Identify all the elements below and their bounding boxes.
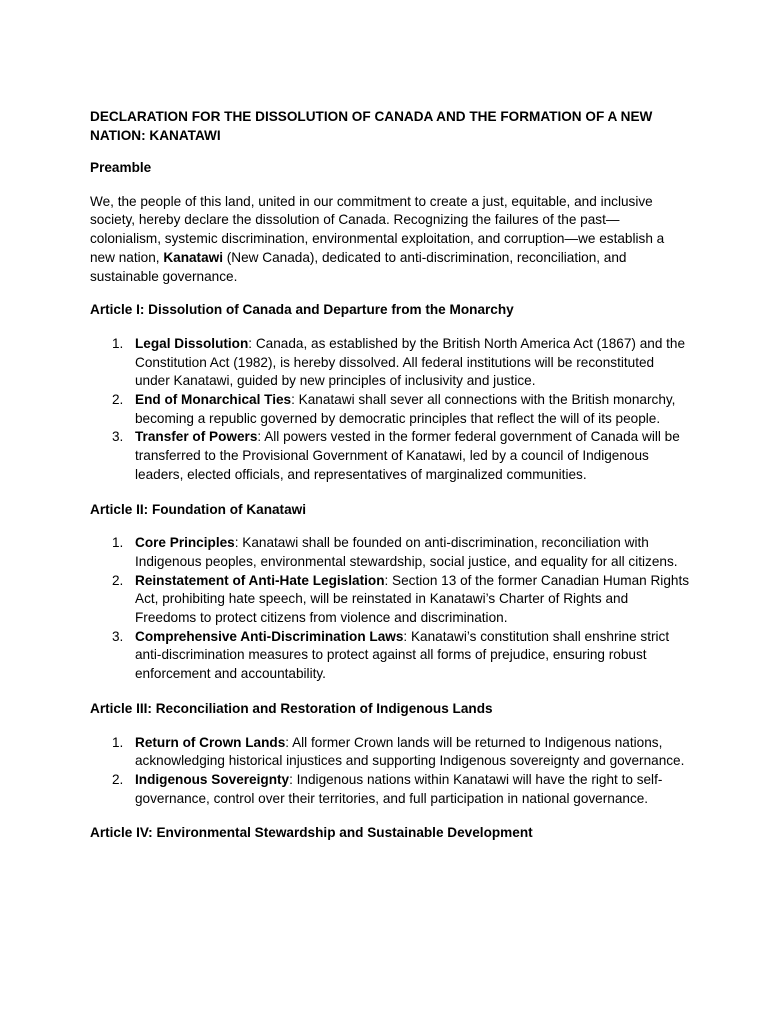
list-item-text: : Canada, as established by the British North America Act (1867) and the Constitution Act (1982), is hereby dissolved. All federal institutions will be reconstituted under Kanatawi, guided by new principles of inclusivity and justice. bbox=[135, 335, 686, 389]
document-title: DECLARATION FOR THE DISSOLUTION OF CANADA AND THE FORMATION OF A NEW NATION: KANATAWI bbox=[90, 109, 653, 143]
article-2-list bbox=[90, 534, 690, 684]
article-2-heading: Article II: Foundation of Kanatawi bbox=[90, 501, 306, 517]
list-item-number: 1. bbox=[112, 335, 124, 351]
list-item-term: Comprehensive Anti-Discrimination Laws bbox=[135, 628, 404, 644]
list-item-number: 2. bbox=[112, 572, 124, 588]
list-item-text: : Kanatawi shall sever all connections with the British monarchy, becoming a republic governed by democratic principles that reflect the will of its people. bbox=[135, 392, 676, 426]
list-item-text: : All powers vested in the former federal government of Canada will be transferred to the Provisional Government of Kanatawi, led by a council of Indigenous leaders, elected officials, and representatives of marginalized communities. bbox=[135, 429, 680, 482]
list-item-text: : Section 13 of the former Canadian Human Rights Act, prohibiting hate speech, will be reinstated in Kanatawi’s Charter of Rights and Freedoms to protect citizens from violence and discrimination. bbox=[135, 572, 690, 626]
article-1-heading: Article I: Dissolution of Canada and Departure from the Monarchy bbox=[90, 302, 514, 318]
list-item-term: Legal Dissolution bbox=[135, 335, 249, 351]
list-item bbox=[90, 428, 690, 484]
preamble-paragraph bbox=[90, 193, 690, 287]
list-item-term: Reinstatement of Anti-Hate Legislation bbox=[135, 572, 385, 588]
list-item-number: 3. bbox=[112, 429, 124, 445]
list-item-text: : Kanatawi’s constitution shall enshrine strict anti-discrimination measures to protect against all forms of prejudice, ensuring robust enforcement and accountability. bbox=[135, 628, 670, 682]
list-item-number: 2. bbox=[112, 771, 124, 787]
preamble-bold-term: Kanatawi bbox=[163, 249, 223, 265]
preamble-text-after: (New Canada), dedicated to anti-discrimination, reconciliation, and sustainable governance. bbox=[90, 249, 627, 284]
list-item-term: End of Monarchical Ties bbox=[135, 392, 292, 408]
article-4-heading: Article IV: Environmental Stewardship and Sustainable Development bbox=[90, 825, 533, 841]
article-1-list bbox=[90, 335, 690, 485]
list-item-term: Return of Crown Lands bbox=[135, 734, 286, 750]
list-item-number: 2. bbox=[112, 392, 124, 408]
list-item bbox=[90, 534, 690, 571]
list-item bbox=[90, 572, 690, 628]
article-3-list bbox=[90, 734, 690, 809]
list-item bbox=[90, 734, 690, 771]
list-item bbox=[90, 335, 690, 391]
list-item-number: 1. bbox=[112, 734, 124, 750]
preamble-text-before: We, the people of this land, united in our commitment to create a just, equitable, and inclusive society, hereby declare the dissolution of Canada. Recognizing the failures of the past—colonialism, systemic discrimination, environmental exploitation, and corruption—we establish a new nation, bbox=[90, 193, 665, 265]
list-item bbox=[90, 391, 690, 428]
list-item-number: 3. bbox=[112, 628, 124, 644]
list-item bbox=[90, 771, 690, 808]
list-item-term: Core Principles bbox=[135, 535, 235, 551]
list-item bbox=[90, 628, 690, 684]
list-item-text: : Kanatawi shall be founded on anti-discrimination, reconciliation with Indigenous peoples, environmental stewardship, social justice, and equality for all citizens. bbox=[135, 535, 678, 569]
list-item-text: : All former Crown lands will be returned to Indigenous nations, acknowledging historical injustices and supporting Indigenous sovereignty and governance. bbox=[135, 734, 685, 769]
list-item-term: Indigenous Sovereignty bbox=[135, 771, 290, 787]
article-3-heading: Article III: Reconciliation and Restoration of Indigenous Lands bbox=[90, 700, 493, 716]
document-page bbox=[90, 107, 690, 858]
list-item-number: 1. bbox=[112, 535, 124, 551]
list-item-text: : Indigenous nations within Kanatawi will have the right to self-governance, control over their territories, and full participation in national governance. bbox=[135, 771, 663, 806]
preamble-heading: Preamble bbox=[90, 160, 152, 175]
list-item-term: Transfer of Powers bbox=[135, 429, 258, 445]
